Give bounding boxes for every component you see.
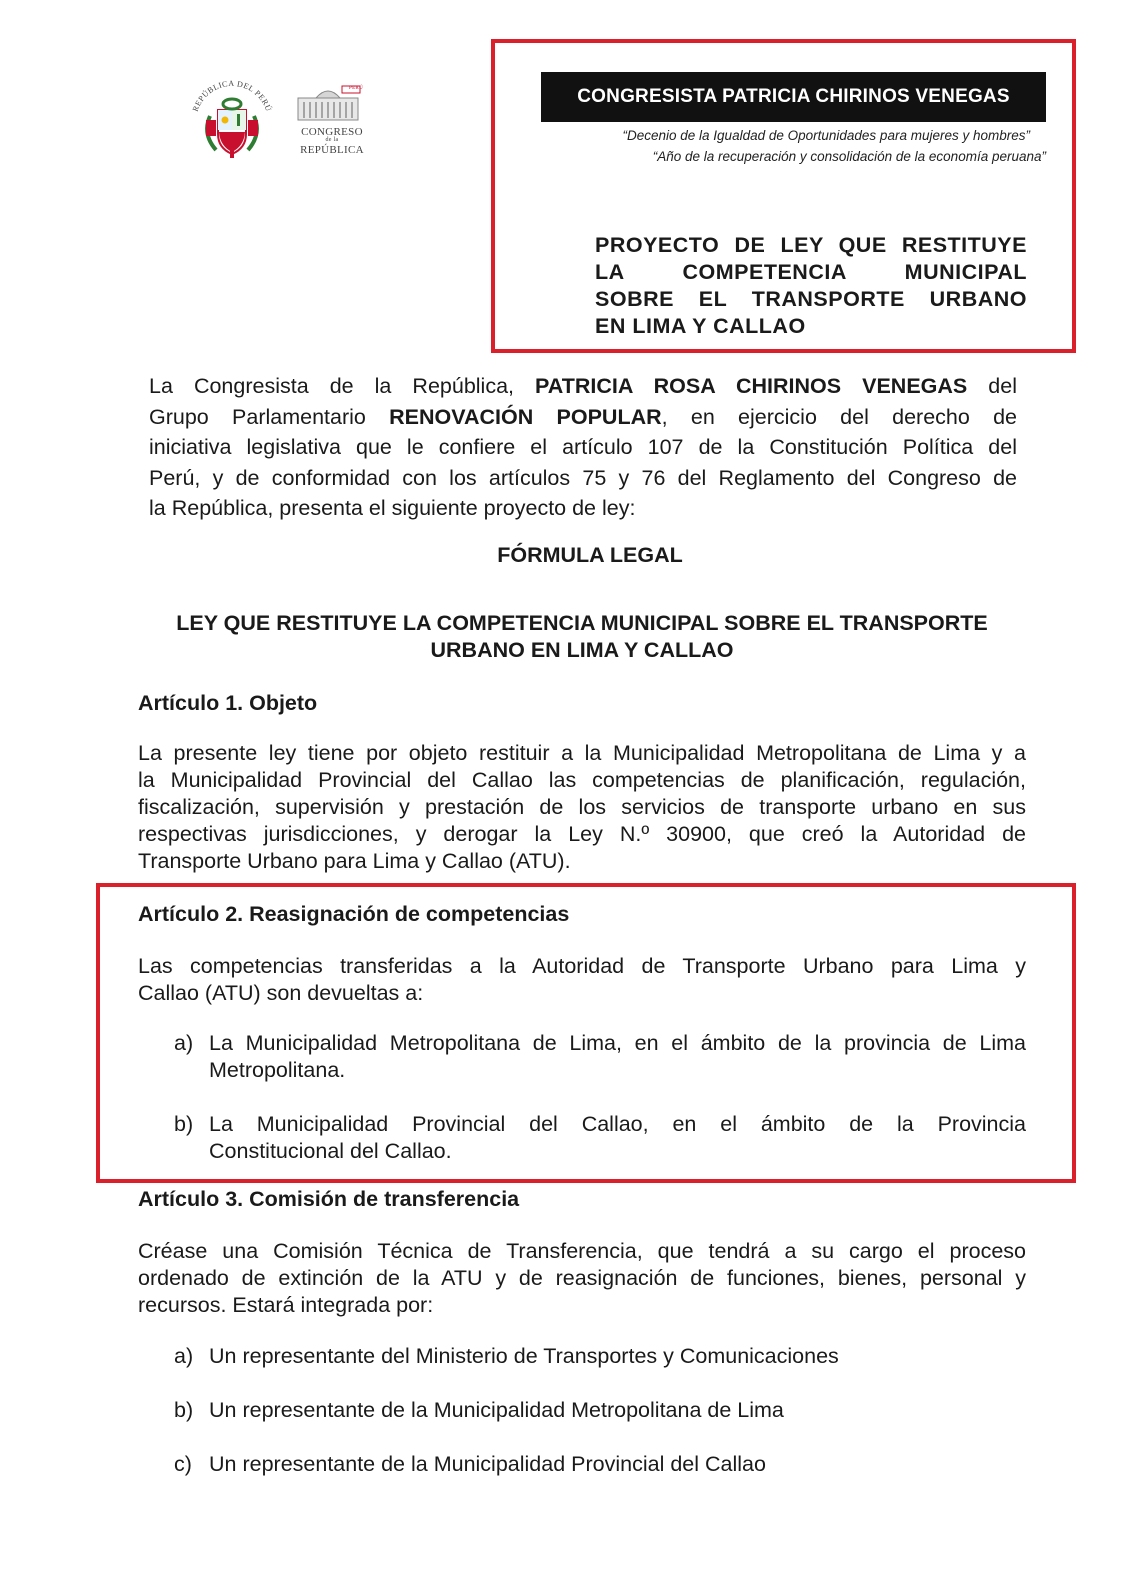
motto-anio: “Año de la recuperación y consolidación de la economía peruana” (652, 149, 1046, 164)
peru-seal-text: REPÚBLICA DEL PERÚ (190, 78, 274, 113)
project-title-line: LA COMPETENCIA MUNICIPAL (595, 260, 1027, 284)
congresista-banner: CONGRESISTA PATRICIA CHIRINOS VENEGAS (541, 72, 1046, 122)
article-2-heading: Artículo 2. Reasignación de competencias (138, 902, 570, 926)
article-3-item-a: a) Un representante del Ministerio de Transportes y Comunicaciones (174, 1344, 839, 1368)
motto-decenio: “Decenio de la Igualdad de Oportunidades para mujeres y hombres” (622, 128, 1030, 143)
law-title: LEY QUE RESTITUYE LA COMPETENCIA MUNICIPAL SOBRE EL TRANSPORTE URBANO EN LIMA Y CALLAO (176, 611, 988, 662)
intro-line: la República, presenta el siguiente proyecto de ley: (149, 496, 636, 520)
peru-coat-of-arms-logo (186, 76, 278, 160)
intro-line: iniciativa legislativa que le confiere el artículo 107 de la Constitución Política del (149, 435, 1017, 459)
congreso-de-la: de la (325, 137, 339, 143)
congreso-peru-tag: PERÚ (349, 86, 363, 91)
project-title (595, 232, 1027, 340)
intro-line: La Congresista de la República, PATRICIA ROSA CHIRINOS VENEGAS del (149, 374, 1017, 398)
article-3-body: Créase una Comisión Técnica de Transferencia, que tendrá a su cargo el proceso ordenado de extinción de la ATU y de reasignación de funciones, bienes, personal y recursos. Estará integrada por: (138, 1239, 1026, 1317)
article-3-item-c: c) Un representante de la Municipalidad Provincial del Callao (174, 1452, 766, 1476)
congreso-republica: REPÚBLICA (300, 144, 364, 156)
article-3-heading: Artículo 3. Comisión de transferencia (138, 1187, 520, 1211)
project-title-line: EN LIMA Y CALLAO (595, 314, 806, 338)
intro-line: Grupo Parlamentario RENOVACIÓN POPULAR, en ejercicio del derecho de (149, 404, 1017, 429)
intro-line: Perú, y de conformidad con los artículos 75 y 76 del Reglamento del Congreso de (149, 465, 1017, 490)
intro-paragraph (149, 371, 1017, 524)
formula-legal-heading: FÓRMULA LEGAL (497, 543, 683, 567)
project-title-line: PROYECTO DE LEY QUE RESTITUYE (595, 233, 1027, 257)
article-2-body: Las competencias transferidas a la Autoridad de Transporte Urbano para Lima y Callao (ATU) son devueltas a: (138, 954, 1026, 1005)
congreso-logo (290, 84, 374, 160)
congreso-name: CONGRESO (301, 126, 363, 138)
project-title-line: SOBRE EL TRANSPORTE URBANO (595, 287, 1027, 311)
party-name: RENOVACIÓN POPULAR (389, 404, 662, 429)
article-1-heading: Artículo 1. Objeto (138, 691, 318, 715)
congresista-name: PATRICIA ROSA CHIRINOS VENEGAS (535, 374, 968, 398)
article-3-item-b: b) Un representante de la Municipalidad Metropolitana de Lima (174, 1398, 784, 1422)
article-2-item-b: b) La Municipalidad Provincial del Callao, en el ámbito de la Provincia Constitucional del Callao. (174, 1112, 1026, 1163)
article-2-item-a: a) La Municipalidad Metropolitana de Lima, en el ámbito de la provincia de Lima Metropolitana. (174, 1031, 1026, 1082)
article-1-body: La presente ley tiene por objeto restituir a la Municipalidad Metropolitana de Lima y a la Municipalidad Provincial del Callao las competencias de planificación, regulación, fiscalización, supervisión y prestación de los servicios de transporte urbano en sus respectivas jurisdicciones, y derogar la Ley N.º 30900, que creó la Autoridad de Transporte Urbano para Lima y Callao (ATU). (138, 741, 1026, 873)
